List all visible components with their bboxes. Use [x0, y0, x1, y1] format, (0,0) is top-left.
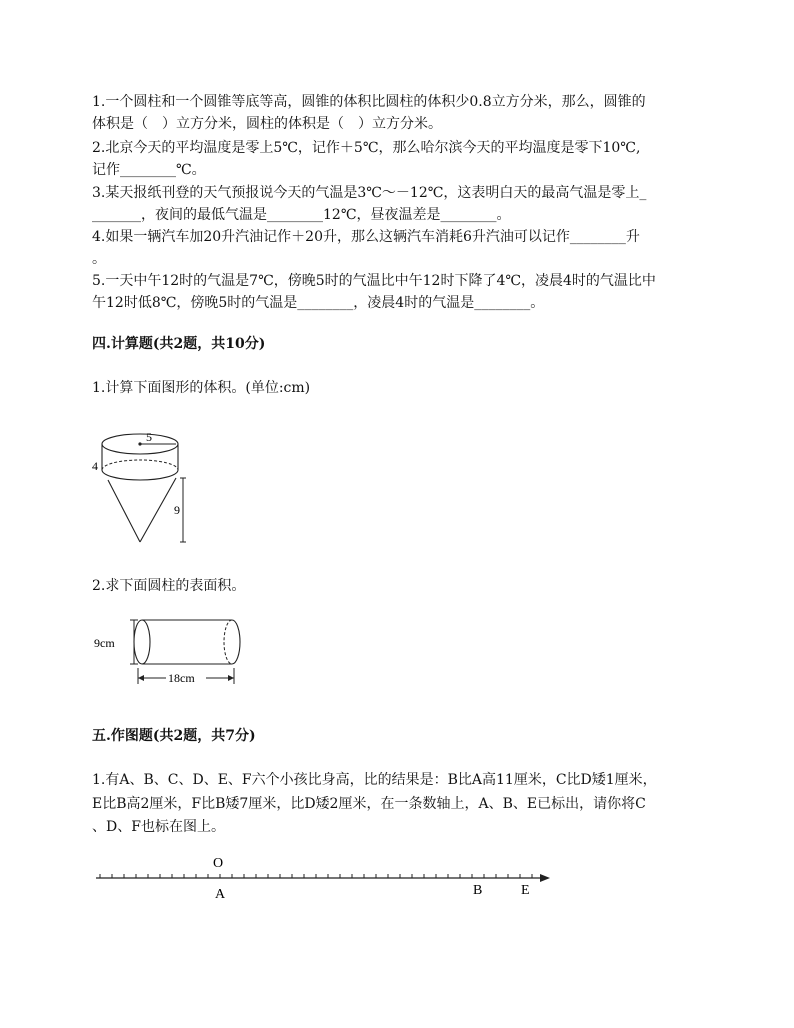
fill-in-line: 。 [92, 251, 106, 267]
point-label-e: E [521, 883, 530, 898]
cone-height-label: 9 [174, 503, 180, 517]
fill-in-line: 1.一个圆柱和一个圆锥等底等高，圆锥的体积比圆柱的体积少0.8立方分米，那么，圆锥的 [92, 94, 646, 110]
fill-in-line: _______，夜间的最低气温是________12℃，昼夜温差是________。 [92, 207, 511, 223]
cylinder-cone-figure [88, 428, 198, 548]
section-heading: 五.作图题(共2题，共7分) [92, 728, 256, 744]
number-line [90, 852, 560, 908]
point-label-a: A [215, 887, 226, 902]
question-text: 2.求下面圆柱的表面积。 [92, 578, 246, 594]
question-text: E比B高2厘米，F比B矮7厘米，比D矮2厘米，在一条数轴上，A、B、E已标出，请你将C [92, 796, 646, 812]
fill-in-line: 5.一天中午12时的气温是7℃，傍晚5时的气温比中午12时下降了4℃，凌晨4时的气温比中 [92, 273, 656, 289]
fill-in-line: 2.北京今天的平均温度是零上5℃，记作＋5℃，那么哈尔滨今天的平均温度是零下10℃, [92, 140, 641, 156]
section-heading: 四.计算题(共2题，共10分) [92, 336, 266, 352]
cylinder-height-label: 4 [92, 459, 98, 473]
diameter-label: 9cm [94, 636, 115, 650]
fill-in-line: 体积是（ ）立方分米，圆柱的体积是（ ）立方分米。 [92, 116, 442, 132]
fill-in-line: 4.如果一辆汽车加20升汽油记作＋20升，那么这辆汽车消耗6升汽油可以记作________升 [92, 229, 640, 245]
fill-in-line: 午12时低8℃，傍晚5时的气温是________，凌晨4时的气温是________。 [92, 295, 545, 311]
question-text: 1.计算下面图形的体积。(单位:cm) [92, 380, 311, 396]
cylinder-figure [92, 610, 252, 690]
fill-in-line: 记作________℃。 [92, 162, 206, 178]
question-text: 、D、F也标在图上。 [92, 819, 225, 835]
origin-label: O [213, 856, 224, 871]
fill-in-line: 3.某天报纸刊登的天气预报说今天的气温是3℃～－12℃，这表明白天的最高气温是零上_ [92, 185, 647, 201]
length-label: 18cm [168, 671, 195, 685]
radius-label: 5 [146, 430, 152, 444]
point-label-b: B [473, 883, 483, 898]
question-text: 1.有A、B、C、D、E、F六个小孩比身高，比的结果是：B比A高11厘米，C比D矮1厘米， [92, 772, 657, 788]
